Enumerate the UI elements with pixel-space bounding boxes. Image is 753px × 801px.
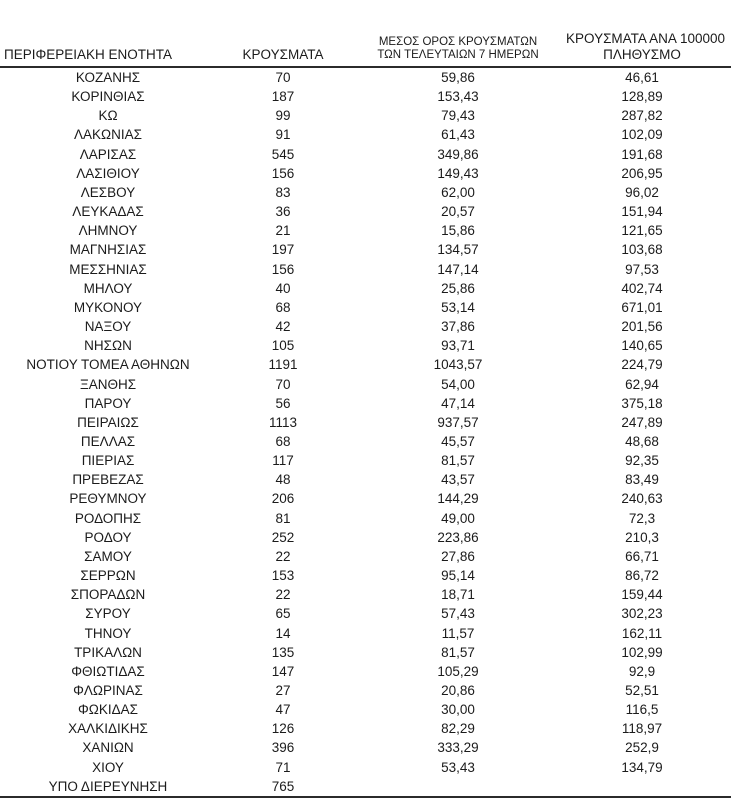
table-row	[0, 240, 731, 259]
cell-avg7: 37,86	[441, 319, 475, 335]
cell-avg7: 57,43	[441, 606, 475, 622]
table-row	[0, 336, 731, 355]
cell-per100k: 92,35	[625, 453, 659, 469]
cell-avg7	[350, 777, 566, 797]
table-row	[0, 394, 731, 413]
cell-cases: 252	[271, 529, 295, 545]
cell-avg7: 147,14	[437, 261, 479, 277]
table-row	[0, 489, 731, 508]
table-row	[0, 758, 731, 777]
cell-avg7: 937,57	[437, 414, 479, 430]
cell-per100k: 97,53	[625, 261, 659, 277]
table-row	[0, 221, 731, 240]
table-row	[0, 279, 731, 298]
cell-cases: 117	[272, 453, 294, 469]
table-header	[0, 0, 731, 67]
cell-region: ΛΑΣΙΘΙΟΥ	[76, 165, 140, 181]
cell-avg7: 15,86	[441, 223, 475, 239]
cell-per100k: 103,68	[621, 242, 663, 258]
cell-cases: 81	[275, 510, 291, 526]
table-row	[0, 528, 731, 547]
cell-region: ΛΕΣΒΟΥ	[80, 184, 136, 200]
cell-per100k: 102,09	[621, 127, 663, 143]
cell-per100k: 240,63	[621, 491, 663, 507]
cell-cases: 765	[271, 778, 295, 794]
cell-avg7: 223,86	[437, 529, 479, 545]
cell-per100k: 252,9	[625, 740, 659, 756]
cell-per100k: 201,56	[621, 319, 663, 335]
cell-region: ΤΗΝΟΥ	[84, 625, 132, 641]
cell-avg7: 349,86	[437, 146, 479, 162]
cell-per100k: 206,95	[621, 165, 663, 181]
cell-avg7: 61,43	[441, 127, 475, 143]
cell-region: ΡΟΔΟΠΗΣ	[74, 510, 142, 526]
cell-per100k: 121,65	[621, 223, 663, 239]
column-header-per100k-line1: ΚΡΟΥΣΜΑΤΑ ΑΝΑ 100000	[566, 31, 725, 47]
table-row	[0, 202, 731, 221]
cell-avg7: 18,71	[441, 587, 475, 603]
table-header-row	[0, 0, 731, 67]
table-row	[0, 738, 731, 757]
cell-region: ΧΑΛΚΙΔΙΚΗΣ	[68, 721, 148, 737]
cell-per100k: 128,89	[621, 89, 663, 105]
cell-cases: 47	[275, 702, 291, 718]
cell-region: ΠΕΛΛΑΣ	[80, 433, 136, 449]
table-row	[0, 164, 731, 183]
column-header-cases	[216, 0, 350, 67]
column-header-region	[0, 0, 216, 67]
cell-region: ΜΕΣΣΗΝΙΑΣ	[69, 261, 147, 277]
cell-cases: 206	[271, 491, 295, 507]
cell-cases: 56	[275, 395, 291, 411]
cell-per100k: 62,94	[625, 376, 659, 392]
cell-avg7: 59,86	[441, 70, 475, 85]
cell-region: ΣΠΟΡΑΔΩΝ	[70, 587, 146, 603]
cell-region: ΚΟΡΙΝΘΙΑΣ	[71, 89, 145, 105]
cell-avg7: 333,29	[437, 740, 479, 756]
cell-region: ΧΙΟΥ	[92, 759, 124, 775]
table-row	[0, 604, 731, 623]
cell-cases: 153	[271, 568, 295, 584]
cell-per100k: 52,51	[625, 683, 659, 698]
cell-cases: 65	[275, 606, 291, 622]
cell-per100k: 402,74	[621, 280, 663, 296]
cell-region: ΚΟΖΑΝΗΣ	[75, 70, 141, 85]
cell-avg7: 81,57	[441, 644, 475, 660]
cell-region: ΠΑΡΟΥ	[84, 395, 132, 411]
cell-cases: 70	[275, 70, 291, 85]
cell-region: ΝΟΤΙΟΥ ΤΟΜΕΑ ΑΘΗΝΩΝ	[26, 357, 190, 373]
cell-per100k: 375,18	[621, 395, 663, 411]
cell-cases: 70	[275, 376, 291, 392]
cell-cases: 99	[275, 108, 291, 124]
cell-region: ΜΑΓΝΗΣΙΑΣ	[69, 242, 147, 258]
cell-per100k: 302,23	[621, 606, 663, 622]
cell-avg7: 11,57	[441, 625, 475, 641]
cell-per100k: 96,02	[625, 184, 659, 200]
column-header-avg7days	[350, 0, 566, 67]
cell-cases: 21	[275, 223, 291, 239]
cell-cases: 126	[271, 721, 295, 737]
table-row	[0, 777, 731, 797]
cell-region: ΛΕΥΚΑΔΑΣ	[72, 204, 144, 220]
cell-avg7: 20,86	[441, 683, 475, 698]
cell-per100k: 118,97	[621, 721, 663, 737]
table-row	[0, 125, 731, 144]
cell-cases: 1191	[268, 357, 298, 373]
cell-avg7: 105,29	[437, 663, 479, 679]
cell-avg7: 93,71	[441, 338, 475, 354]
table-row	[0, 317, 731, 336]
table-row	[0, 509, 731, 528]
cell-avg7: 53,43	[441, 759, 475, 775]
table-row	[0, 413, 731, 432]
cell-region: ΣΕΡΡΩΝ	[80, 568, 136, 584]
cell-avg7: 53,14	[441, 299, 475, 315]
cell-region: ΛΗΜΝΟΥ	[78, 223, 138, 239]
cell-region: ΞΑΝΘΗΣ	[79, 376, 137, 392]
cell-cases: 187	[271, 89, 295, 105]
cell-per100k: 671,01	[621, 299, 663, 315]
cell-region: ΦΩΚΙΔΑΣ	[78, 702, 138, 718]
cell-cases: 36	[275, 204, 291, 220]
cell-cases: 40	[275, 280, 291, 296]
cell-cases: 14	[275, 625, 291, 641]
cell-region: ΠΙΕΡΙΑΣ	[81, 453, 135, 469]
cell-cases: 42	[275, 319, 291, 335]
cell-cases: 1113	[268, 414, 298, 430]
cell-per100k: 162,11	[621, 625, 663, 641]
cell-region: ΣΥΡΟΥ	[85, 606, 131, 622]
cell-region: ΚΩ	[98, 108, 118, 124]
table-row	[0, 700, 731, 719]
cell-per100k: 86,72	[625, 568, 659, 584]
cell-cases: 68	[275, 299, 291, 315]
cell-per100k: 210,3	[625, 529, 659, 545]
table-row	[0, 451, 731, 470]
cell-cases: 91	[275, 127, 291, 143]
cell-per100k: 102,99	[621, 644, 663, 660]
cell-per100k: 116,5	[625, 702, 659, 718]
cell-per100k: 46,61	[625, 70, 659, 85]
cell-cases: 156	[271, 261, 295, 277]
table-row	[0, 87, 731, 106]
cell-cases: 48	[275, 472, 291, 488]
cell-region: ΦΛΩΡΙΝΑΣ	[73, 683, 143, 698]
table-row	[0, 375, 731, 394]
cell-region: ΝΑΞΟΥ	[84, 319, 132, 335]
table-row	[0, 719, 731, 738]
cell-cases: 71	[275, 759, 291, 775]
cell-per100k: 66,71	[625, 548, 659, 564]
cell-avg7: 25,86	[441, 280, 475, 296]
table-row	[0, 432, 731, 451]
cell-avg7: 144,29	[437, 491, 479, 507]
table-row	[0, 547, 731, 566]
cell-avg7: 134,57	[437, 242, 479, 258]
cell-region: ΡΕΘΥΜΝΟΥ	[69, 491, 147, 507]
cell-per100k: 247,89	[621, 414, 663, 430]
cell-per100k: 151,94	[621, 204, 663, 220]
table-row	[0, 566, 731, 585]
cell-per100k: 134,79	[621, 759, 663, 775]
cell-region: ΥΠΟ ΔΙΕΡΕΥΝΗΣΗ	[48, 778, 168, 794]
cell-cases: 27	[275, 683, 291, 698]
table-row	[0, 643, 731, 662]
cell-avg7: 62,00	[441, 184, 475, 200]
cell-avg7: 54,00	[441, 376, 475, 392]
cell-avg7: 20,57	[441, 204, 475, 220]
cell-region: ΠΡΕΒΕΖΑΣ	[72, 472, 144, 488]
cell-cases: 156	[271, 165, 295, 181]
table-row	[0, 585, 731, 604]
cell-per100k: 287,82	[621, 108, 663, 124]
cell-region: ΜΥΚΟΝΟΥ	[73, 299, 143, 315]
table-row	[0, 681, 731, 700]
cell-avg7: 47,14	[441, 395, 475, 411]
cell-cases: 396	[271, 740, 295, 756]
cell-cases: 147	[271, 663, 295, 679]
table-row	[0, 106, 731, 125]
table-row	[0, 67, 731, 87]
cell-avg7: 43,57	[441, 472, 475, 488]
table-body	[0, 67, 731, 797]
table-row	[0, 470, 731, 489]
cell-per100k: 92,9	[628, 663, 656, 679]
cell-region: ΛΑΚΩΝΙΑΣ	[74, 127, 142, 143]
cell-avg7: 27,86	[441, 548, 475, 564]
cell-region: ΣΑΜΟΥ	[84, 548, 132, 564]
column-header-avg7days-line1: ΜΕΣΟΣ ΟΡΟΣ ΚΡΟΥΣΜΑΤΩΝ	[378, 35, 538, 48]
cell-per100k: 72,3	[628, 510, 656, 526]
cell-per100k: 159,44	[621, 587, 663, 603]
cell-per100k: 191,68	[621, 146, 663, 162]
cell-avg7: 82,29	[441, 721, 475, 737]
cell-per100k: 140,65	[621, 338, 663, 354]
cell-region: ΠΕΙΡΑΙΩΣ	[77, 414, 139, 430]
table-row	[0, 183, 731, 202]
cell-cases: 22	[275, 587, 291, 603]
cell-avg7: 49,00	[441, 510, 475, 526]
cell-region: ΜΗΛΟΥ	[83, 280, 133, 296]
column-header-avg7days-line2: ΤΩΝ ΤΕΛΕΥΤΑΙΩΝ 7 ΗΜΕΡΩΝ	[377, 49, 539, 62]
cell-avg7: 79,43	[441, 108, 475, 124]
table-row	[0, 355, 731, 374]
cell-region: ΝΗΣΩΝ	[84, 338, 132, 354]
cell-region: ΦΘΙΩΤΙΔΑΣ	[71, 663, 145, 679]
table-row	[0, 260, 731, 279]
column-header-per100k	[566, 0, 731, 67]
cell-region: ΡΟΔΟΥ	[84, 529, 132, 545]
cell-region: ΛΑΡΙΣΑΣ	[79, 146, 137, 162]
cell-cases: 545	[271, 146, 295, 162]
cell-cases: 22	[275, 548, 291, 564]
cell-region: ΧΑΝΙΩΝ	[82, 740, 134, 756]
cell-cases: 135	[271, 644, 295, 660]
column-header-per100k-line2: ΠΛΗΘΥΣΜΟ	[603, 47, 681, 63]
cell-avg7: 81,57	[441, 453, 475, 469]
cell-per100k: 83,49	[625, 472, 659, 488]
cell-cases: 83	[275, 184, 291, 200]
table-row	[0, 662, 731, 681]
table-row	[0, 298, 731, 317]
column-header-cases-label: ΚΡΟΥΣΜΑΤΑ	[242, 47, 324, 63]
cell-cases: 105	[271, 338, 295, 354]
cell-cases: 68	[275, 433, 291, 449]
cell-per100k: 48,68	[625, 433, 659, 449]
cell-avg7: 30,00	[441, 702, 475, 718]
cell-cases: 197	[271, 242, 295, 258]
cell-avg7: 149,43	[437, 165, 479, 181]
table-row	[0, 624, 731, 643]
cell-per100k: 224,79	[621, 357, 663, 373]
table-row	[0, 145, 731, 164]
cell-region: ΤΡΙΚΑΛΩΝ	[74, 644, 142, 660]
cell-avg7: 95,14	[441, 568, 475, 584]
column-header-region-label: ΠΕΡΙΦΕΡΕΙΑΚΗ ΕΝΟΤΗΤΑ	[4, 47, 173, 63]
cell-avg7: 153,43	[437, 89, 479, 105]
cell-avg7: 1043,57	[433, 357, 483, 373]
cell-per100k	[566, 777, 731, 797]
cell-avg7: 45,57	[441, 433, 475, 449]
